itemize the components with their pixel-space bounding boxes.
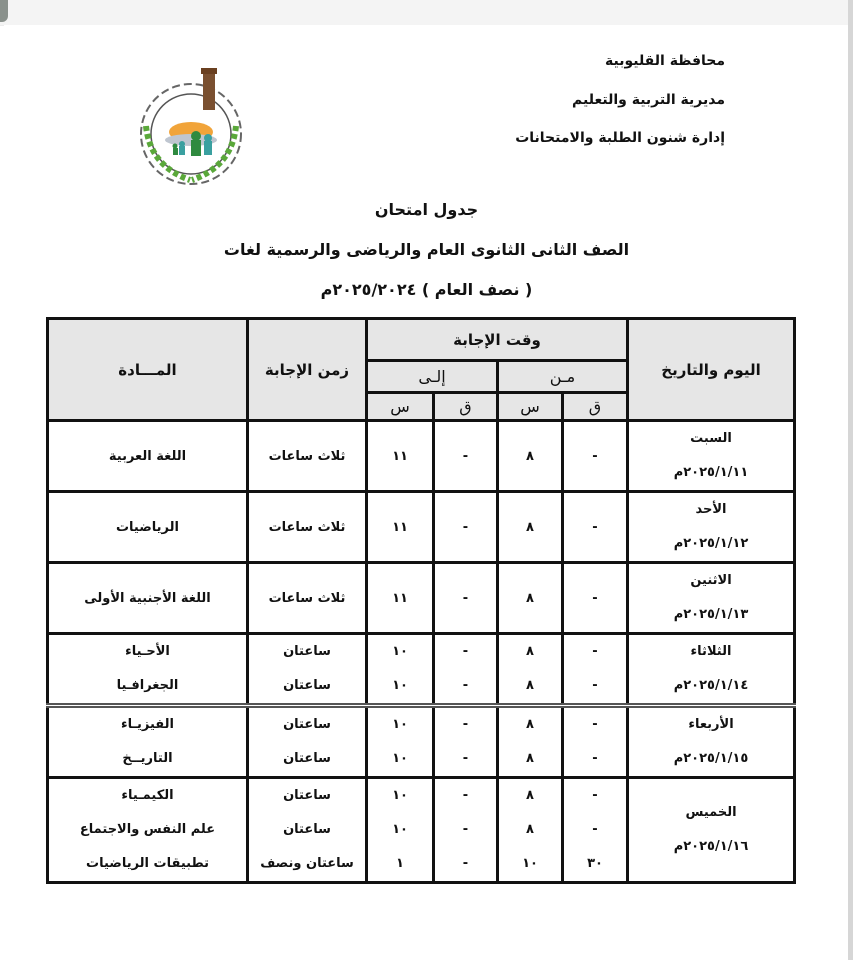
exam-date: ٢٠٢٥/١/١٢م [673, 536, 749, 551]
to-minute: - [434, 563, 498, 634]
header-from: مـن [498, 361, 628, 393]
exam-date: ٢٠٢٥/١/١٦م [673, 839, 749, 854]
to-minute: - [462, 644, 469, 659]
to-minute: - [434, 492, 498, 563]
directorate-emblem-icon [132, 66, 250, 188]
duration: ثلاث ساعات [248, 492, 367, 563]
duration: ساعتان [283, 751, 331, 766]
header-subject: المـــادة [48, 319, 248, 421]
to-minute: - [462, 751, 469, 766]
vertical-scrollbar[interactable] [848, 0, 853, 960]
term-title: ( نصف العام ) ٢٠٢٥/٢٠٢٤م [320, 280, 533, 299]
header-from-minute: ق [563, 393, 628, 421]
from-hour: ٨ [526, 717, 534, 732]
to-hour: ١٠ [392, 717, 408, 732]
day-name: الثلاثاء [690, 644, 732, 659]
to-minute: - [462, 788, 469, 803]
table-row [48, 563, 795, 634]
table-row [48, 706, 795, 778]
day-name: الخميس [685, 805, 737, 820]
subject: الكيمـياء [121, 788, 174, 803]
from-hour: ٨ [526, 822, 534, 837]
to-hour: ١١ [367, 563, 434, 634]
subject: اللغة العربية [48, 421, 248, 492]
from-minute: - [592, 678, 598, 693]
to-hour: ١١ [367, 492, 434, 563]
duration: ثلاث ساعات [248, 563, 367, 634]
from-hour: ٨ [526, 788, 534, 803]
header-duration: زمن الإجابة [248, 319, 367, 421]
subject: التاريــخ [122, 751, 173, 766]
exam-schedule-table [46, 317, 796, 884]
from-minute: - [592, 751, 598, 766]
to-minute: - [434, 421, 498, 492]
to-minute: - [462, 717, 469, 732]
duration: ساعتان [283, 788, 331, 803]
duration: ثلاث ساعات [248, 421, 367, 492]
department-label: إدارة شنون الطلبة والامتحانات [515, 130, 725, 146]
duration: ساعتان ونصف [260, 856, 354, 871]
duration: ساعتان [283, 717, 331, 732]
to-hour: ١١ [367, 421, 434, 492]
from-minute: - [563, 492, 628, 563]
corner-tab [0, 0, 8, 22]
table-row [48, 778, 795, 883]
table-row [48, 421, 795, 492]
day-name: السبت [690, 431, 732, 446]
header-from-hour: س [498, 393, 563, 421]
document-title: جدول امتحان [374, 200, 479, 219]
subject: الرياضيات [48, 492, 248, 563]
to-minute: - [462, 856, 469, 871]
from-hour: ١٠ [522, 856, 538, 871]
directorate-label: مديرية التربية والتعليم [572, 92, 725, 108]
subject: علم النفس والاجتماع [79, 822, 216, 837]
from-hour: ٨ [498, 421, 563, 492]
table-row [48, 634, 795, 706]
day-name: الاثنين [690, 573, 732, 588]
from-hour: ٨ [498, 563, 563, 634]
from-minute: - [563, 563, 628, 634]
day-name: الأحد [695, 502, 727, 517]
to-hour: ١٠ [392, 678, 408, 693]
exam-date: ٢٠٢٥/١/١٤م [673, 678, 749, 693]
duration: ساعتان [283, 644, 331, 659]
to-minute: - [462, 678, 469, 693]
day-name: الأربعاء [688, 717, 734, 732]
subject: الفيزيـاء [121, 717, 174, 732]
grade-title: الصف الثانى الثانوى العام والرياضى والرسمية لغات [223, 240, 630, 259]
from-hour: ٨ [526, 644, 534, 659]
subject: الأحـياء [125, 644, 170, 659]
to-hour: ١٠ [392, 822, 408, 837]
governorate-label: محافظة القليوبية [605, 53, 725, 69]
header-answer-time: وقت الإجابة [367, 319, 628, 361]
viewer-top-bar [0, 0, 853, 26]
to-minute: - [462, 822, 469, 837]
exam-date: ٢٠٢٥/١/١١م [673, 465, 749, 480]
exam-date: ٢٠٢٥/١/١٥م [673, 751, 749, 766]
from-hour: ٨ [498, 492, 563, 563]
to-hour: ١ [396, 856, 404, 871]
duration: ساعتان [283, 678, 331, 693]
to-hour: ١٠ [392, 788, 408, 803]
subject: الجغرافـيا [116, 678, 179, 693]
from-minute: - [592, 788, 598, 803]
header-to-hour: س [367, 393, 434, 421]
subject: تطبيقات الرياضيات [86, 856, 209, 871]
header-to: إلـى [367, 361, 498, 393]
header-day-date: اليوم والتاريخ [628, 319, 795, 421]
exam-date: ٢٠٢٥/١/١٣م [673, 607, 749, 622]
duration: ساعتان [283, 822, 331, 837]
from-hour: ٨ [526, 678, 534, 693]
table-row [48, 492, 795, 563]
to-hour: ١٠ [392, 644, 408, 659]
from-hour: ٨ [526, 751, 534, 766]
to-hour: ١٠ [392, 751, 408, 766]
from-minute: - [563, 421, 628, 492]
from-minute: - [592, 717, 598, 732]
subject: اللغة الأجنبية الأولى [48, 563, 248, 634]
from-minute: ٣٠ [587, 856, 603, 871]
from-minute: - [592, 644, 598, 659]
header-to-minute: ق [434, 393, 498, 421]
from-minute: - [592, 822, 598, 837]
